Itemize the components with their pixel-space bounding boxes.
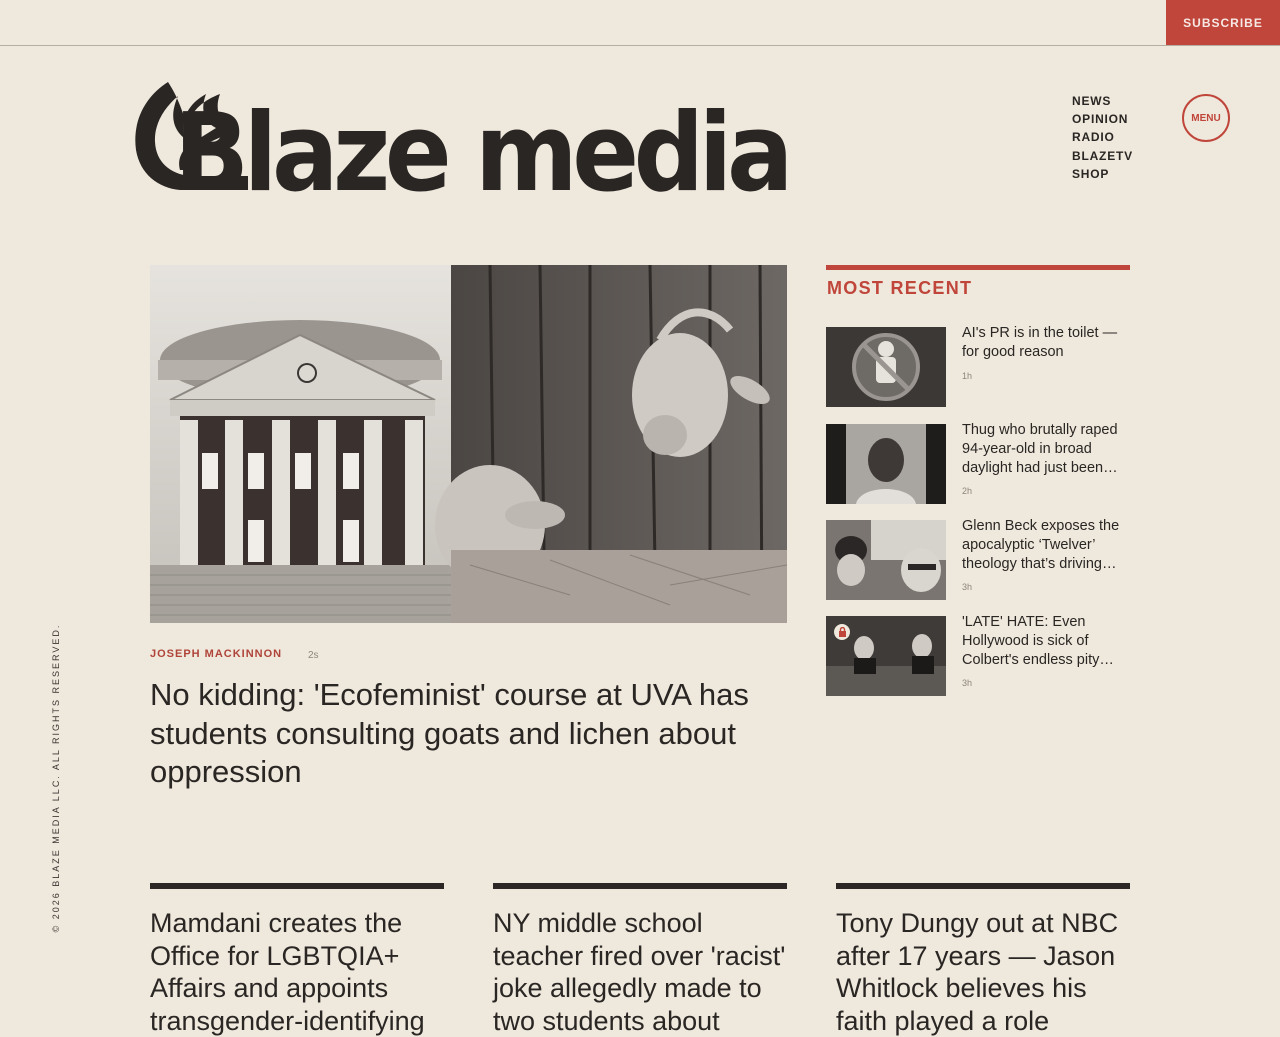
logo-text: Blaze media — [174, 91, 788, 198]
recent-item[interactable] — [826, 616, 1130, 696]
nav-item-blazetv[interactable]: BLAZETV — [1072, 148, 1133, 163]
recent-item-title[interactable]: AI's PR is in the toilet — for good reason — [962, 325, 1118, 360]
most-recent-title: MOST RECENT — [827, 278, 973, 298]
most-recent-section — [826, 265, 1130, 688]
story-card-title[interactable]: Mamdani creates the Office for LGBTQIA+ Affairs and appoints transgender-identifying — [150, 908, 425, 1036]
nav-item-shop[interactable]: SHOP — [1072, 166, 1110, 181]
copyright-text: © 2026 BLAZE MEDIA LLC. ALL RIGHTS RESERVED. — [51, 623, 61, 933]
nav-item-news[interactable]: NEWS — [1072, 94, 1112, 108]
recent-item-time: 3h — [962, 582, 973, 592]
hero-time: 2s — [308, 650, 319, 661]
story-card[interactable] — [493, 883, 787, 1037]
recent-thumb-robot — [826, 327, 946, 407]
recent-item-time: 2h — [962, 486, 973, 496]
recent-item[interactable] — [826, 327, 1130, 407]
recent-thumb-glenn-beck — [826, 520, 946, 600]
hero-author[interactable]: JOSEPH MACKINNON — [150, 648, 283, 660]
lock-icon — [834, 624, 850, 640]
story-card[interactable] — [150, 883, 444, 1037]
main-nav — [1072, 92, 1133, 183]
story-card-title[interactable]: Tony Dungy out at NBC after 17 years — Jason Whitlock believes his faith played a role — [836, 908, 1119, 1036]
menu-button[interactable]: MENU — [1182, 94, 1230, 142]
recent-item-time: 1h — [962, 371, 973, 381]
recent-item[interactable] — [826, 424, 1130, 504]
nav-item-radio[interactable]: RADIO — [1072, 130, 1115, 145]
recent-item-time: 3h — [962, 678, 973, 688]
recent-item-title[interactable]: 'LATE' HATE: Even Hollywood is sick of Colbert's endless pity… — [962, 614, 1114, 668]
recent-item[interactable] — [826, 520, 1130, 600]
nav-item-opinion[interactable]: OPINION — [1072, 112, 1129, 127]
hero-image[interactable] — [150, 265, 787, 623]
top-bar — [0, 0, 1280, 46]
recent-item-title[interactable]: Thug who brutally raped 94-year-old in broad daylight had just been… — [962, 422, 1118, 476]
story-card[interactable] — [836, 883, 1130, 1037]
recent-item-title[interactable]: Glenn Beck exposes the apocalyptic ‘Twelver’ theology that’s driving… — [962, 518, 1120, 572]
subscribe-button[interactable]: SUBSCRIBE — [1166, 0, 1280, 45]
blaze-media-logo[interactable] — [128, 80, 793, 198]
hero-headline[interactable]: No kidding: 'Ecofeminist' course at UVA has students consulting goats and lichen about oppression — [150, 677, 749, 789]
recent-thumb-mugshot — [826, 424, 946, 504]
story-card-title[interactable]: NY middle school teacher fired over 'racist' joke allegedly made to two students about — [493, 908, 786, 1036]
